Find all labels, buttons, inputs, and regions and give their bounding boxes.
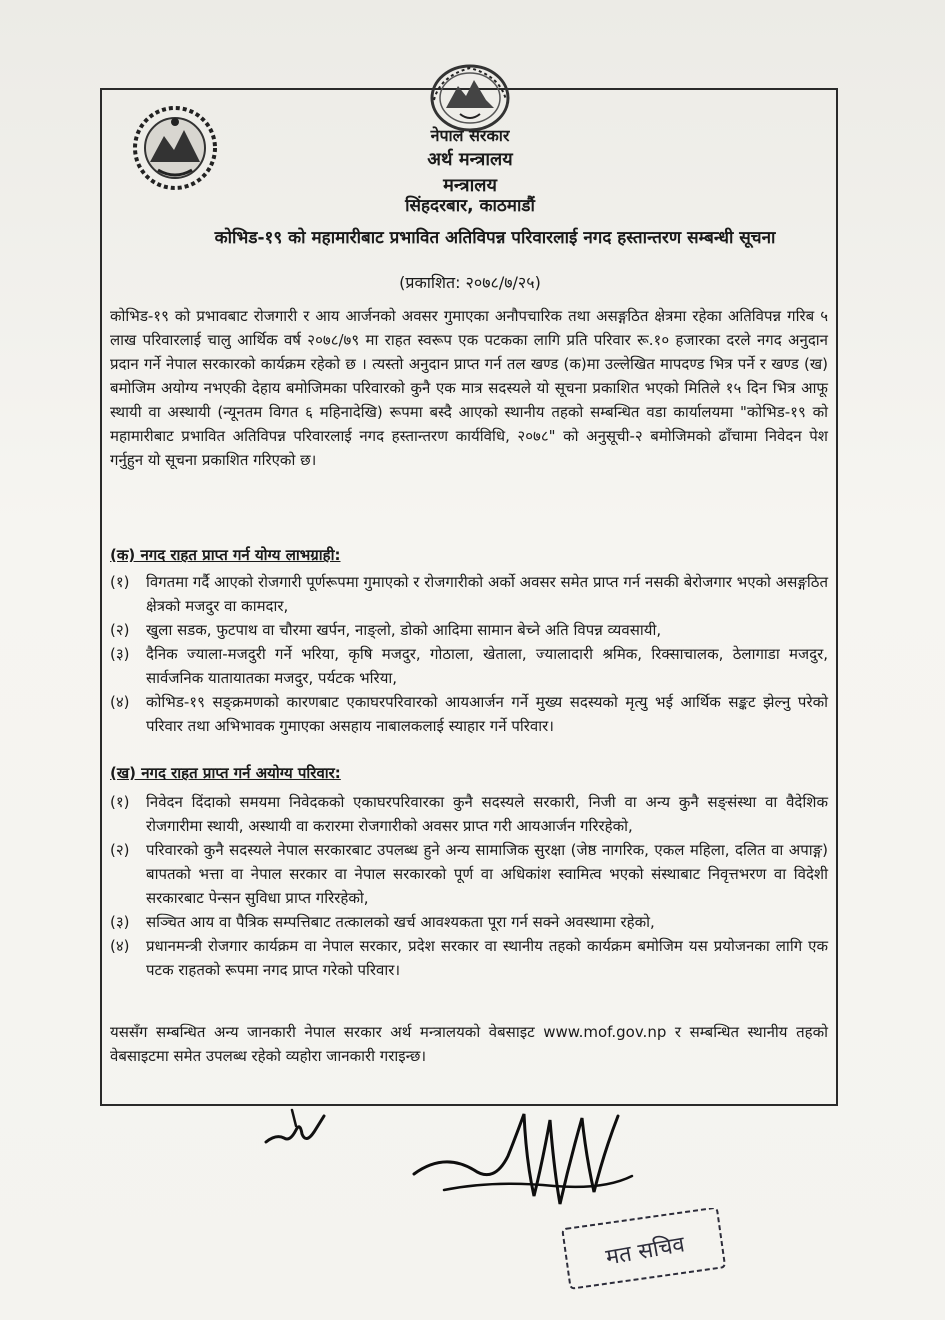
item-text: प्रधानमन्त्री रोजगार कार्यक्रम वा नेपाल सरकार, प्रदेश सरकार वा स्थानीय तहको कार्यक्रम बमोजिम यस प्रयोजनका लागि एक पटक राहतको रूपमा नगद प्राप्त गरेको परिवार। — [146, 937, 828, 979]
list-item — [110, 618, 828, 642]
stamp-shape-icon — [560, 1208, 730, 1292]
item-text: कोभिड-१९ सङ्क्रमणको कारणबाट एकाघरपरिवारको आयआर्जन गर्ने मुख्य सदस्यको मृत्यु भई आर्थिक सङ्कट झेल्नु परेको परिवार तथा अभिभावक गुमाएका असहाय नाबालकलाई स्याहार गर्ने परिवार। — [146, 693, 828, 735]
gov-name: नेपाल सरकार — [430, 126, 510, 145]
official-stamp — [560, 1208, 730, 1292]
list-item — [110, 790, 828, 838]
ministry-name: अर्थ मन्त्रालय — [427, 149, 513, 170]
item-text: दैनिक ज्याला-मजदुरी गर्ने भरिया, कृषि मजदुर, गोठाला, खेताला, ज्यालादारी श्रमिक, रिक्साचालक, ठेलागाडा मजदुर, सार्वजनिक यातायातका मजदुर, पर्यटक भरिया, — [146, 645, 828, 687]
intro-paragraph: कोभिड-१९ को प्रभावबाट रोजगारी र आय आर्जनको अवसर गुमाएका अनौपचारिक तथा असङ्गठित क्षेत्रमा रहेका अतिविपन्न गरिब ५ लाख परिवारलाई चालु आर्थिक वर्ष २०७८/७९ मा राहत स्वरूप एक पटकका लागि प्रति परिवार रू.१० हजारका दरले नगद अनुदान प्रदान गर्ने नेपाल सरकारको कार्यक्रम रहेको छ । त्यस्तो अनुदान प्राप्त गर्न तल खण्ड (क)मा उल्लेखित मापदण्ड भित्र पर्ने र खण्ड (ख) बमोजिम अयोग्य नभएकी देहाय बमोजिमका परिवारको कुनै एक मात्र सदस्यले यो सूचना प्रकाशित भएको मितिले १५ दिन भित्र आफू स्थायी वा अस्थायी (न्यूनतम विगत ६ महिनादेखि) रूपमा बस्दै आएको स्थानीय तहको सम्बन्धित वडा कार्यालयमा "कोभिड-१९ को महामारीबाट प्रभावित अतिविपन्न परिवारलाई नगद हस्तान्तरण कार्यविधि, २०७८" को अनुसूची-२ बमोजिमको ढाँचामा निवेदन पेश गर्नुहुन यो सूचना प्रकाशित गरिएको छ। — [110, 307, 828, 469]
section-b-heading: (ख) नगद राहत प्राप्त गर्न अयोग्य परिवार: — [110, 764, 341, 782]
list-item — [110, 934, 828, 982]
item-text: निवेदन दिंदाको समयमा निवेदकको एकाघरपरिवारका कुनै सदस्यले सरकारी, निजी वा अन्य कुनै सङ्संस्था वा वैदेशिक रोजगारीमा स्थायी, अस्थायी वा करारमा रोजगारीको अवसर प्राप्त गरी आयआर्जन गरिरहेको, — [146, 793, 828, 835]
list-item — [110, 910, 828, 934]
item-number: (४) — [110, 937, 130, 955]
item-text: सञ्चित आय वा पैत्रिक सम्पत्तिबाट तत्कालको खर्च आवश्यकता पूरा गर्न सक्ने अवस्थामा रहेको, — [146, 913, 655, 931]
item-number: (१) — [110, 573, 130, 591]
item-number: (३) — [110, 645, 130, 663]
list-item — [110, 690, 828, 738]
ineligible-list — [110, 790, 828, 982]
item-text: परिवारको कुनै सदस्यले नेपाल सरकारबाट उपलब्ध हुने अन्य सामाजिक सुरक्षा (जेष्ठ नागरिक, एकल महिला, दलित वा अपाङ्ग) बापतको भत्ता वा नेपाल सरकार वा नेपाल सरकारको पूर्ण वा अधिकांश स्वामित्व भएको संस्थाबाट निवृत्तभरण वा विदेशी सरकारबाट पेन्सन सुविधा प्राप्त गरिरहेको, — [146, 841, 828, 907]
item-number: (४) — [110, 693, 130, 711]
footer-paragraph: यससँग सम्बन्धित अन्य जानकारी नेपाल सरकार अर्थ मन्त्रालयको वेबसाइट www.mof.gov.np र सम्बन्धित स्थानीय तहको वेबसाइटमा समेत उपलब्ध रहेको व्यहोरा जानकारी गराइन्छ। — [110, 1023, 828, 1065]
list-item — [110, 642, 828, 690]
item-number: (२) — [110, 841, 130, 859]
official-signature-icon — [404, 1100, 640, 1216]
initials-signature-icon — [262, 1104, 332, 1150]
item-number: (३) — [110, 913, 130, 931]
nepal-coat-of-arms-icon — [128, 104, 222, 192]
ministry-name-line2: मन्त्रालय — [443, 175, 497, 196]
notice-title: कोभिड-१९ को महामारीबाट प्रभावित अतिविपन्न परिवारलाई नगद हस्तान्तरण सम्बन्धी सूचना — [214, 228, 776, 248]
eligible-list — [110, 570, 828, 738]
item-number: (१) — [110, 793, 130, 811]
office-address: सिंहदरबार, काठमाडौं — [405, 196, 535, 216]
item-number: (२) — [110, 621, 130, 639]
published-date: (प्रकाशित: २०७८/७/२५) — [399, 273, 541, 292]
nepal-emblem-icon — [420, 56, 520, 134]
list-item — [110, 570, 828, 618]
stamp-text: मत सचिव — [603, 1232, 687, 1271]
item-text: खुला सडक, फुटपाथ वा चौरमा खर्पन, नाङ्लो, डोको आदिमा सामान बेच्ने अति विपन्न व्यवसायी, — [146, 621, 662, 639]
item-text: विगतमा गर्दै आएको रोजगारी पूर्णरूपमा गुमाएको र रोजगारीको अर्को अवसर समेत प्राप्त गर्न नसकी बेरोजगार भएको असङ्गठित क्षेत्रको मजदुर वा कामदार, — [146, 573, 828, 615]
list-item — [110, 838, 828, 910]
section-a-heading: (क) नगद राहत प्राप्त गर्न योग्य लाभग्राही: — [110, 546, 341, 564]
